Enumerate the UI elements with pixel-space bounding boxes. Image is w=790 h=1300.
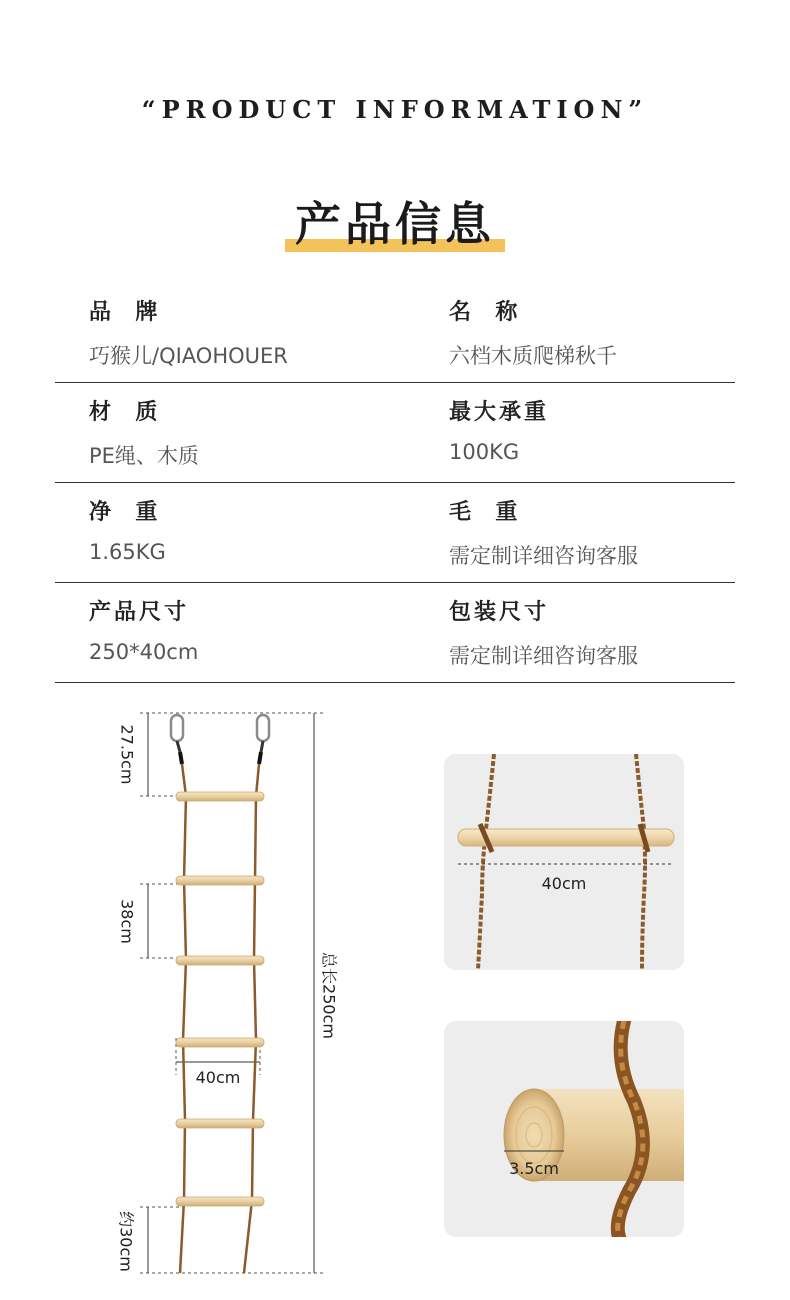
rung-1 <box>176 792 264 801</box>
chinese-title-text: 产品信息 <box>295 197 495 251</box>
rung-6 <box>176 1197 264 1206</box>
gross-weight-value: 需定制详细咨询客服 <box>449 544 638 568</box>
product-size-label: 产品尺寸 <box>89 600 190 625</box>
rung-width-label: 40cm <box>541 874 587 893</box>
rung-4 <box>176 1038 264 1047</box>
english-title: “PRODUCT INFORMATION” <box>141 95 649 124</box>
dim-spacing-label: 38cm <box>117 899 137 944</box>
ladder-diagram <box>0 700 420 1290</box>
package-size-value: 需定制详细咨询客服 <box>449 644 638 668</box>
carabiner-left-icon <box>171 715 183 764</box>
brand-label: 品 牌 <box>89 300 161 325</box>
info-row-brand-name <box>55 282 735 383</box>
max-load-label: 最大承重 <box>449 400 550 425</box>
rung-5 <box>176 1119 264 1128</box>
carabiner-right-icon <box>257 715 269 764</box>
dim-top-label: 27.5cm <box>117 724 137 785</box>
rung-diameter-illustration <box>444 1021 684 1237</box>
ladder-rungs <box>176 792 264 1206</box>
info-row-material-load <box>55 382 735 483</box>
gross-weight-label: 毛 重 <box>449 500 521 525</box>
name-label: 名 称 <box>449 300 521 325</box>
rung-diameter-label: 3.5cm <box>509 1159 559 1178</box>
rung-3 <box>176 956 264 965</box>
product-size-value: 250*40cm <box>89 640 199 664</box>
material-value: PE绳、木质 <box>89 444 199 468</box>
info-row-weight <box>55 482 735 583</box>
dim-bottom-label: 约30cm <box>116 1211 136 1272</box>
brand-value: 巧猴儿/QIAOHOUER <box>89 344 288 368</box>
name-value: 六档木质爬梯秋千 <box>449 344 617 368</box>
chinese-title-wrap <box>0 188 790 254</box>
net-weight-label: 净 重 <box>89 500 161 525</box>
chinese-title <box>289 188 501 254</box>
dim-width-label: 40cm <box>195 1068 241 1087</box>
max-load-value: 100KG <box>449 440 520 464</box>
info-row-size <box>55 582 735 683</box>
dim-total-label: 总长250cm <box>319 952 339 1039</box>
rung-width-photo <box>444 754 684 970</box>
material-label: 材 质 <box>89 400 161 425</box>
package-size-label: 包装尺寸 <box>449 600 550 625</box>
rung-width-illustration <box>444 754 684 970</box>
rung-diameter-photo <box>444 1021 684 1237</box>
net-weight-value: 1.65KG <box>89 540 166 564</box>
rung-2 <box>176 876 264 885</box>
